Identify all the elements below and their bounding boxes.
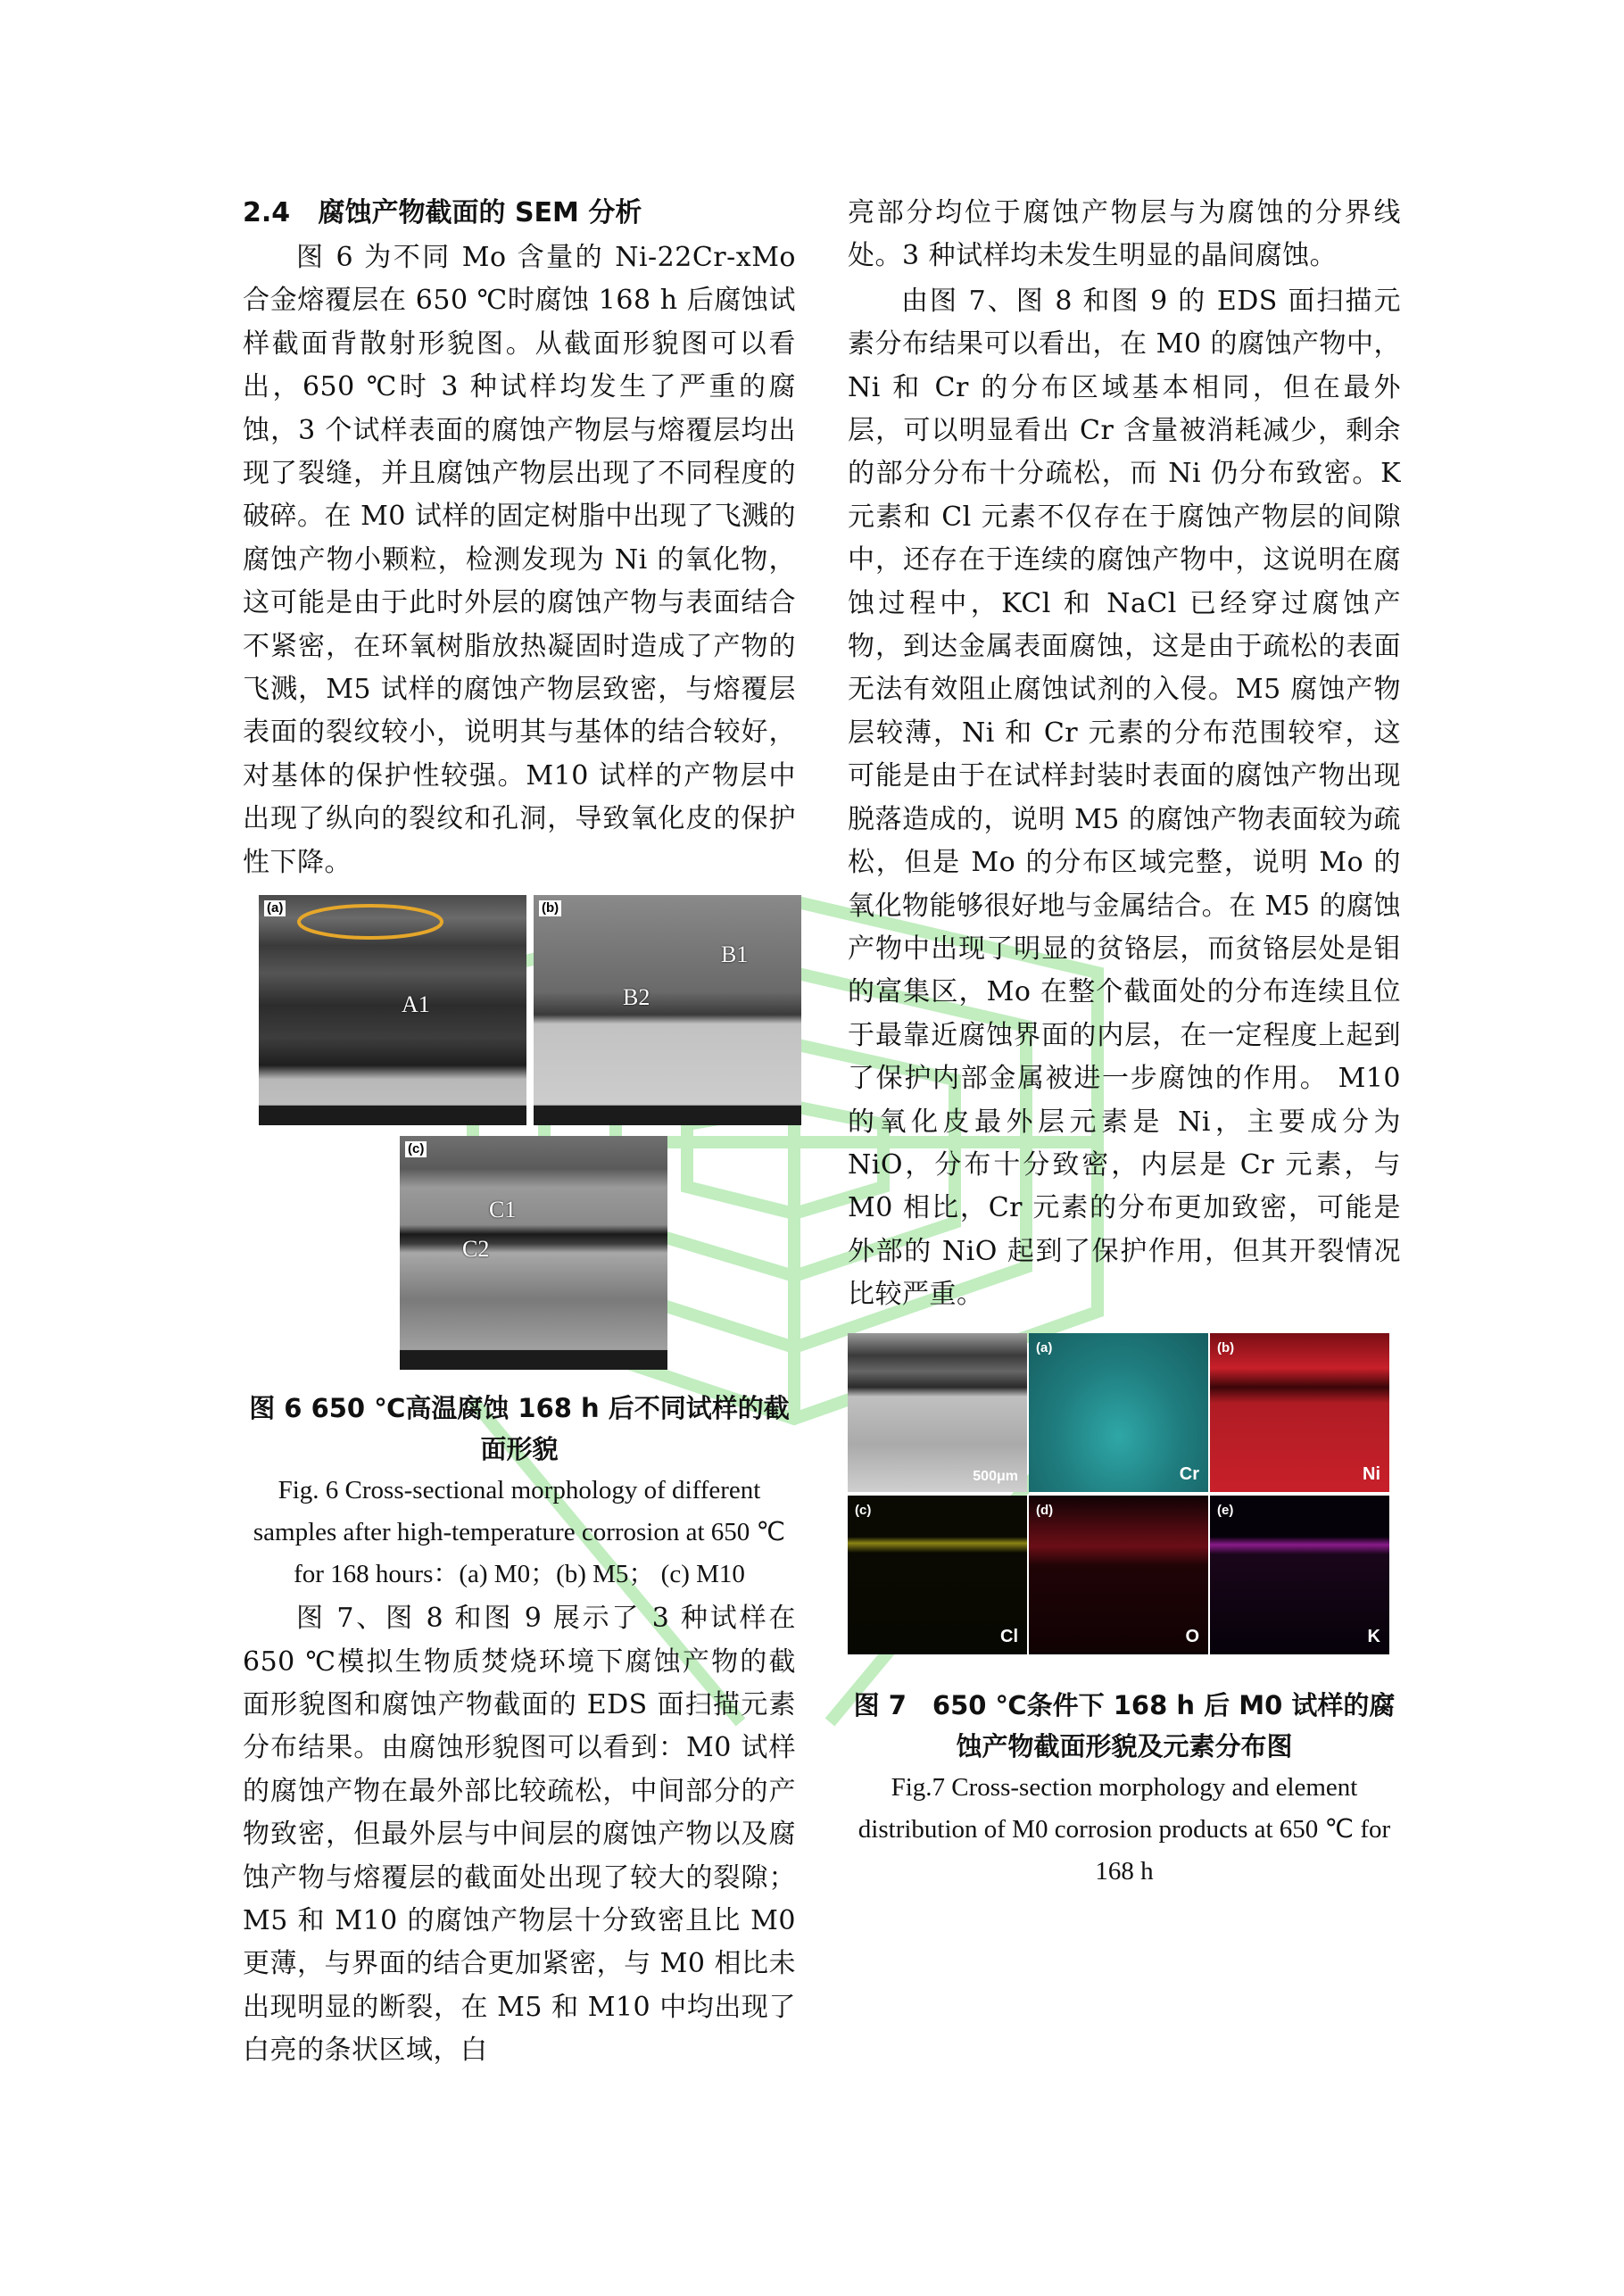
section-title: 腐蚀产物截面的 SEM 分析 (318, 197, 642, 228)
sem-image-m10 (400, 1136, 667, 1370)
sem-cross-section-m0 (848, 1333, 1027, 1492)
eds-map-ni (1210, 1333, 1389, 1492)
figure-7-caption-en: Fig.7 Cross-section morphology and element distribution of M0 corrosion products at 650 ℃ for 168 h (858, 1772, 1391, 1886)
sem-image-m5 (534, 895, 801, 1125)
figure-6 (243, 895, 796, 1384)
panel-label: (b) (1217, 1339, 1235, 1355)
panel-label: (a) (1036, 1339, 1053, 1355)
sem-info-bar (259, 1105, 526, 1125)
eds-map-cr (1029, 1333, 1208, 1492)
section-heading (243, 192, 796, 235)
body-paragraph: 图 7、图 8 和图 9 展示了 3 种试样在 650 ℃模拟生物质焚烧环境下腐蚀产物的截面形貌图和腐蚀产物截面的 EDS 面扫描元素分布结果。由腐蚀形貌图可以看到：M0 试样的腐蚀产物在最外部比较疏松，中间部分的产物致密，但最外层与中间层的腐蚀产物以及腐蚀产物与熔覆层的截面处出现了较大的裂隙；M5 和 M10 的腐蚀产物层十分致密且比 M0 更薄，与界面的结合更加紧密，与 M0 相比未出现明显的断裂，在 M5 和 M10 中均出现了白亮的条状区域，白 (243, 1603, 796, 2067)
figure-6-caption-cn: 图 6 650 ℃高温腐蚀 168 h 后不同试样的截面形貌 (249, 1393, 790, 1465)
sem-info-bar (534, 1105, 801, 1125)
point-label: B2 (623, 984, 650, 1011)
element-label: O (1185, 1626, 1199, 1646)
element-label: Ni (1363, 1463, 1380, 1484)
right-column (848, 192, 1401, 1893)
figure-7 (848, 1333, 1401, 1679)
eds-map-k (1210, 1496, 1389, 1654)
left-column (243, 192, 796, 2073)
panel-label: (c) (405, 1141, 427, 1157)
oval-marker (259, 895, 526, 1125)
panel-label: (e) (1217, 1502, 1234, 1518)
panel-label: (b) (539, 900, 561, 916)
figure-7-caption-cn-line1: 图 7 650 ℃条件下 168 h 后 M0 试样的腐 (853, 1689, 1396, 1720)
element-label: Cl (1000, 1626, 1018, 1646)
point-label: A1 (402, 991, 430, 1018)
figure-6-caption-en: Fig. 6 Cross-sectional morphology of different samples after high-temperature corrosion at 650 ℃ for 168 hours：(a) M0；(b) M5； (c) M10 (253, 1476, 786, 1589)
panel-label: (a) (264, 900, 286, 916)
section-number: 2.4 (243, 197, 291, 228)
scale-bar-label: 500μm (973, 1468, 1018, 1484)
element-label: Cr (1179, 1463, 1199, 1484)
sem-image-m0 (259, 895, 526, 1125)
figure-7-caption-cn-line2: 蚀产物截面形貌及元素分布图 (956, 1730, 1293, 1761)
element-label: K (1367, 1626, 1380, 1646)
sem-info-bar (400, 1349, 667, 1370)
body-paragraph-continued: 亮部分均位于腐蚀产物层与为腐蚀的分界线处。3 种试样均未发生明显的晶间腐蚀。 (848, 197, 1401, 272)
eds-map-o (1029, 1496, 1208, 1654)
point-label: B1 (721, 941, 749, 968)
point-label: C2 (462, 1236, 490, 1263)
panel-label: (d) (1036, 1502, 1054, 1518)
panel-label: (c) (855, 1502, 872, 1518)
body-paragraph: 由图 7、图 8 和图 9 的 EDS 面扫描元素分布结果可以看出，在 M0 的腐蚀产物中，Ni 和 Cr 的分布区域基本相同，但在最外层，可以明显看出 Cr 含量被消耗减少，剩余的部分分布十分疏松，而 Ni 仍分布致密。K 元素和 Cl 元素不仅存在于腐蚀产物层的间隙中，还存在于连续的腐蚀产物中，这说明在腐蚀过程中，KCl 和 NaCl 已经穿过腐蚀产物，到达金属表面腐蚀，这是由于疏松的表面无法有效阻止腐蚀试剂的入侵。M5 腐蚀产物层较薄，Ni 和 Cr 元素的分布范围较窄，这可能是由于在试样封装时表面的腐蚀产物出现脱落造成的，说明 M5 的腐蚀产物表面较为疏松，但是 Mo 的分布区域完整，说明 Mo 的氧化物能够很好地与金属结合。在 M5 的腐蚀产物中出现了明显的贫铬层，而贫铬层处是钼的富集区，Mo 在整个截面处的分布连续且位于最靠近腐蚀界面的内层，在一定程度上起到了保护内部金属被进一步腐蚀的作用。 M10 的氧化皮最外层元素是 Ni，主要成分为 NiO，分布十分致密，内层是 Cr 元素，与 M0 相比，Cr 元素的分布更加致密，可能是外部的 NiO 起到了保护作用，但其开裂情况比较严重。 (848, 285, 1401, 1311)
point-label: C1 (489, 1197, 517, 1223)
body-paragraph: 图 6 为不同 Mo 含量的 Ni-22Cr-xMo 合金熔覆层在 650 ℃时腐蚀 168 h 后腐蚀试样截面背散射形貌图。从截面形貌图可以看出，650 ℃时 3 种试样均发生了严重的腐蚀，3 个试样表面的腐蚀产物层与熔覆层均出现了裂缝，并且腐蚀产物层出现了不同程度的破碎。在 M0 试样的固定树脂中出现了飞溅的腐蚀产物小颗粒，检测发现为 Ni 的氧化物，这可能是由于此时外层的腐蚀产物与表面结合不紧密，在环氧树脂放热凝固时造成了产物的飞溅，M5 试样的腐蚀产物层致密，与熔覆层表面的裂纹较小，说明其与基体的结合较好，对基体的保护性较强。M10 试样的产物层中出现了纵向的裂纹和孔洞，导致氧化皮的保护性下降。 (243, 242, 796, 878)
eds-map-cl (848, 1496, 1027, 1654)
